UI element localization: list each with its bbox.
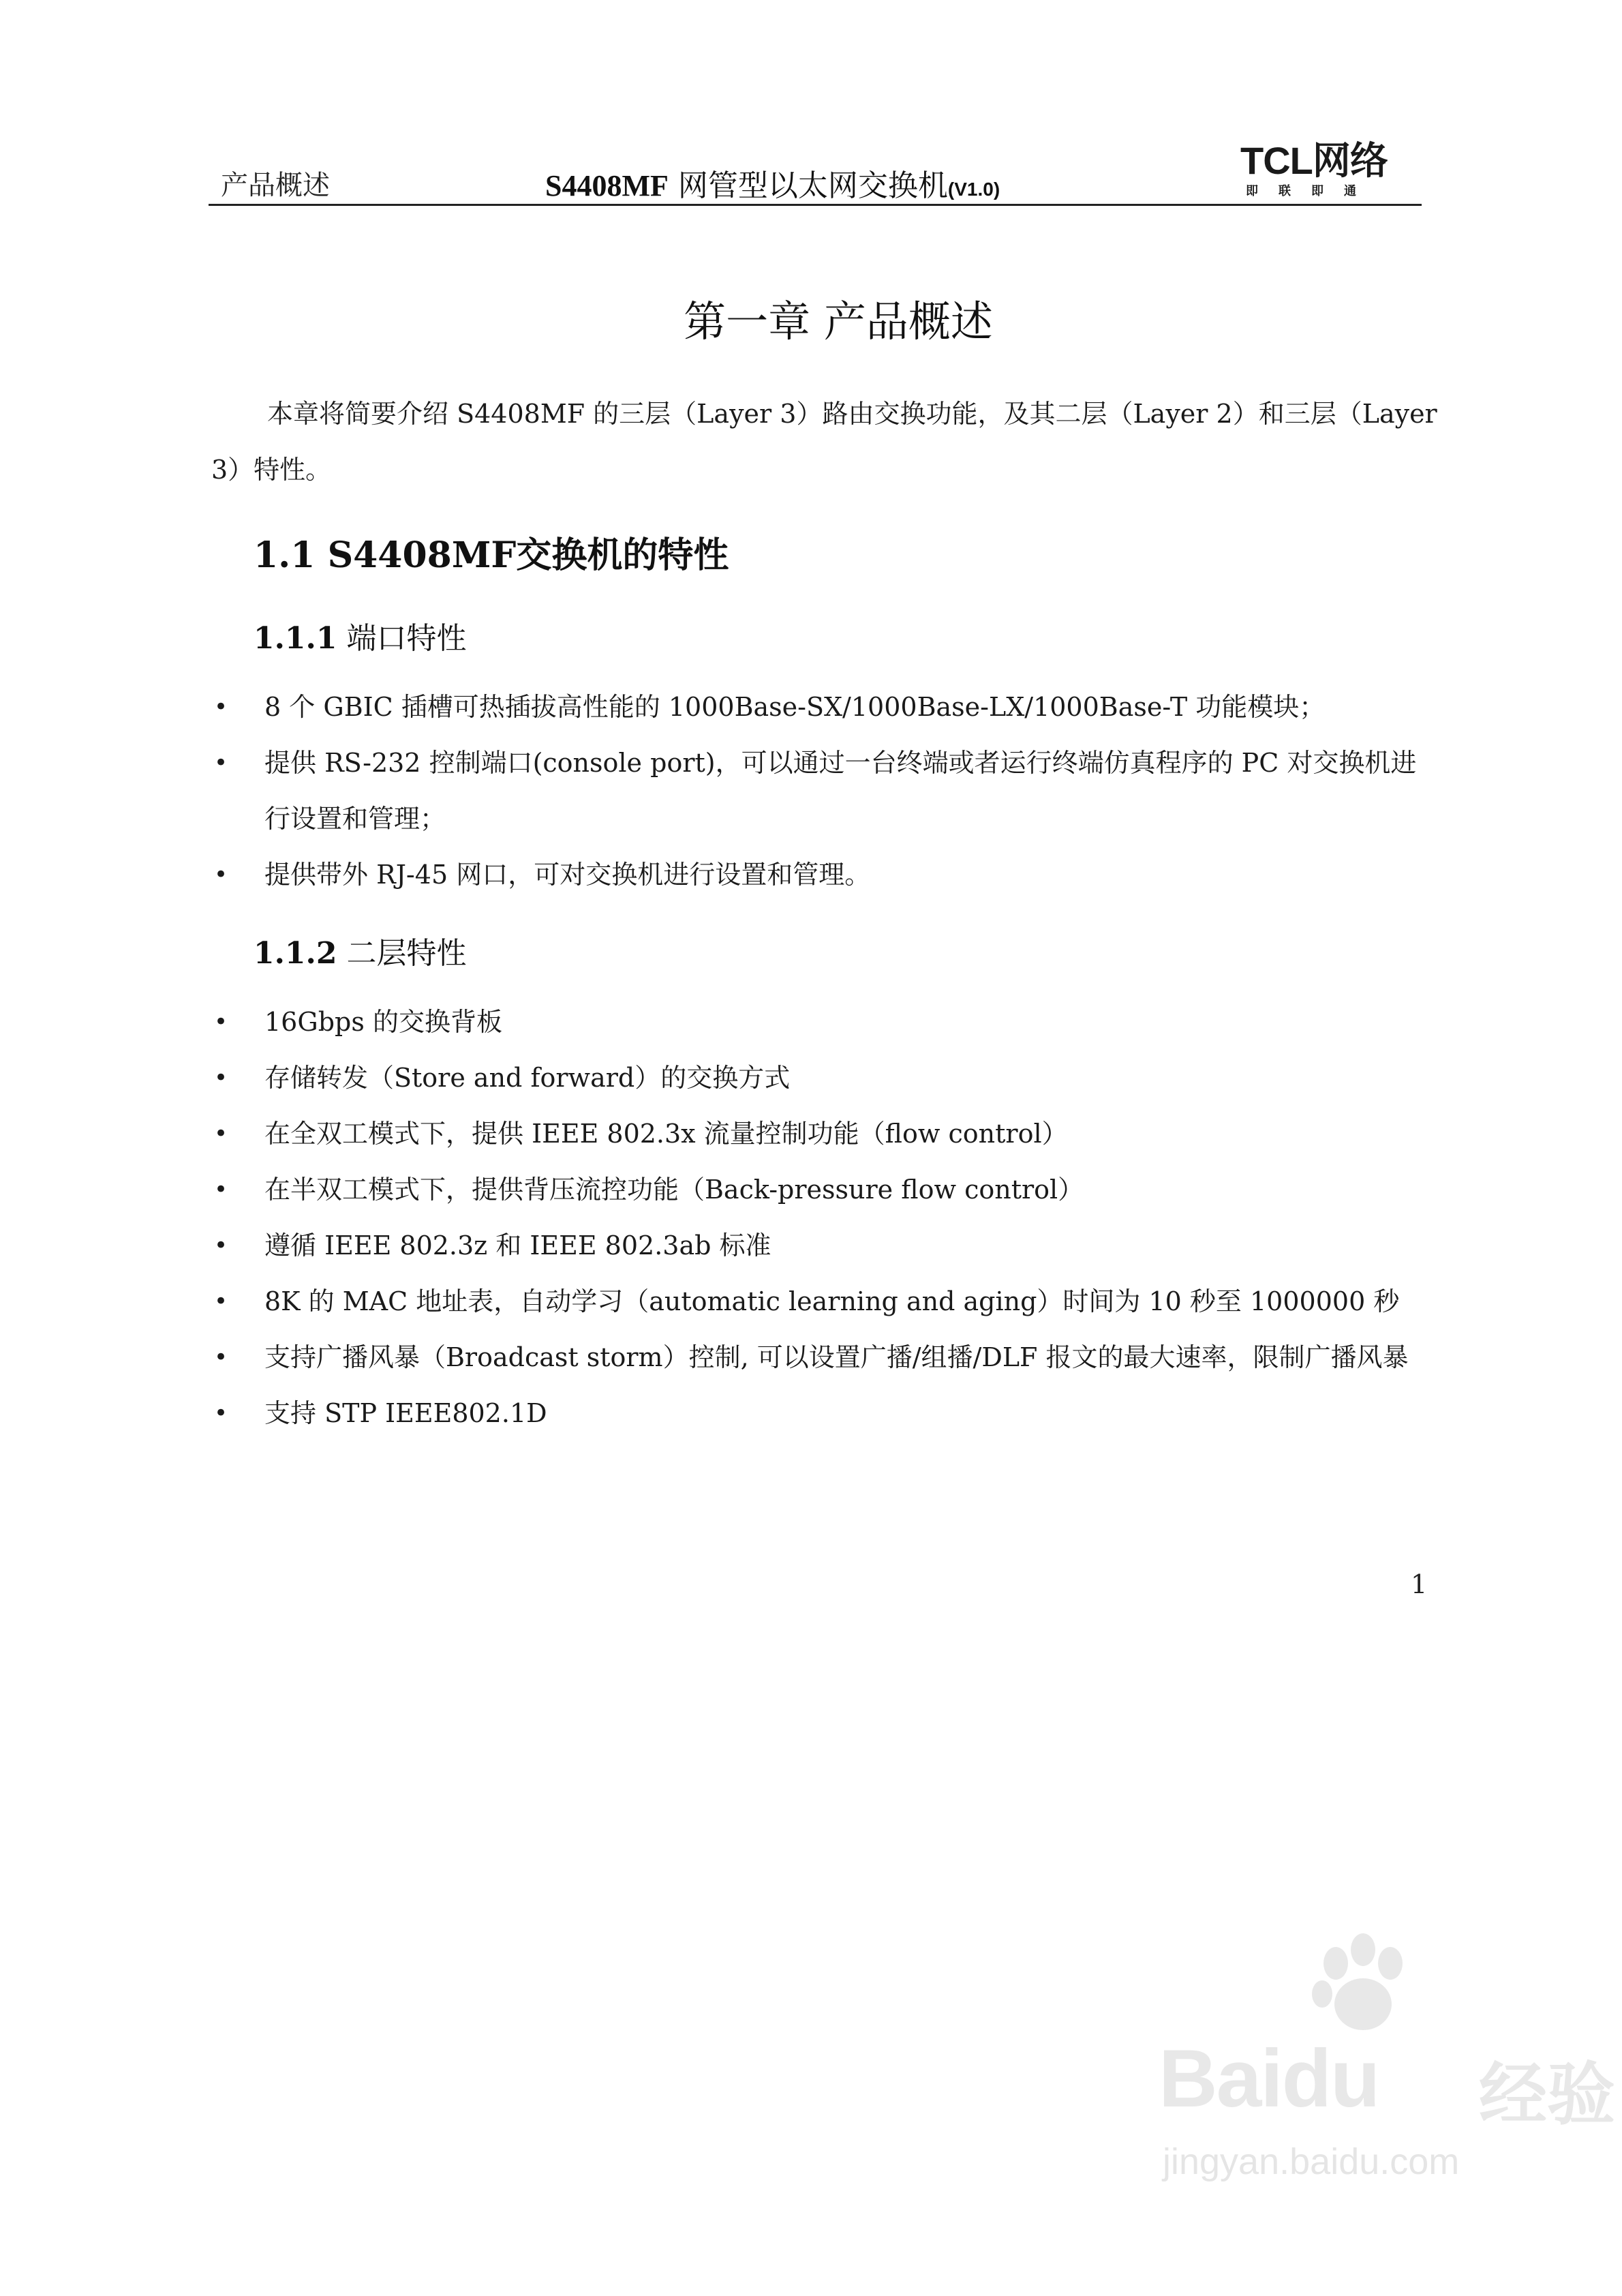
list-item-text: 遵循 IEEE 802.3z 和 IEEE 802.3ab 标准 [264,1230,771,1260]
bullet-icon: • [214,861,228,888]
watermark-url: jingyan.baidu.com [1163,2141,1460,2182]
section-1-1-1-title: 端口特性 [337,621,467,656]
list-item [211,679,1431,735]
section-1-1-1-number: 1.1.1 [254,621,337,656]
bullet-icon: • [214,1064,228,1091]
list-item-text: 支持 STP IEEE802.1D [264,1398,547,1428]
paw-icon [1302,1922,1424,2045]
section-1-1-2-number: 1.1.2 [254,936,337,971]
list-item-text: 8 个 GBIC 插槽可热插拔高性能的 1000Base-SX/1000Base-LX/1000Base-T 功能模块； [264,692,1326,722]
bullet-icon: • [214,1344,228,1371]
section-1-1-2-title: 二层特性 [337,936,467,971]
list-item-text: 在半双工模式下，提供背压流控功能（Back-pressure flow control） [264,1175,1084,1205]
section-1-1-1-heading [254,614,466,657]
list-item-text: 在全双工模式下，提供 IEEE 802.3x 流量控制功能（flow control） [264,1119,1068,1149]
list-item-text: 提供 RS-232 控制端口(console port)，可以通过一台终端或者运行终端仿真程序的 PC 对交换机进行设置和管理； [264,748,1417,834]
intro-paragraph [211,386,1437,498]
bullet-icon: • [214,749,228,776]
intro-line-2: 3）特性。 [211,455,332,485]
list-item [211,994,1431,1050]
bullet-icon: • [214,1008,228,1036]
list-item-text: 支持广播风暴（Broadcast storm）控制, 可以设置广播/组播/DLF 报文的最大速率，限制广播风暴 [264,1342,1409,1372]
list-item-text: 提供带外 RJ-45 网口，可对交换机进行设置和管理。 [264,860,871,890]
page-number: 1 [1411,1569,1428,1599]
bullet-icon: • [214,693,228,721]
watermark-brand: Baidu [1159,2033,1379,2124]
bullet-icon: • [214,1120,228,1147]
section-1-1-heading: 1.1 S4408MF交换机的特性 [254,534,729,576]
list-item-text: 8K 的 MAC 地址表，自动学习（automatic learning and aging）时间为 10 秒至 1000000 秒 [264,1286,1400,1316]
bullet-icon: • [214,1232,228,1259]
intro-line-1: 本章将简要介绍 S4408MF 的三层（Layer 3）路由交换功能，及其二层（Layer 2）和三层（Layer [267,399,1437,429]
list-item [211,847,1431,903]
list-item [211,1218,1431,1273]
watermark-brand-cn: 经验 [1479,2054,1615,2134]
header-divider [209,204,1422,206]
logo-slogan: 即联即通 [1246,184,1377,198]
layer2-features-list [211,994,1431,1441]
header-version: (V1.0) [947,179,1000,200]
list-item [211,1329,1431,1385]
logo-text: TCL网络 [1240,139,1388,182]
header-product-name: 网管型以太网交换机 [668,168,948,203]
list-item [211,1106,1431,1162]
list-item [211,1162,1431,1218]
list-item-text: 存储转发（Store and forward）的交换方式 [264,1063,791,1093]
tcl-logo [1240,139,1411,198]
list-item [211,735,1431,847]
bullet-icon: • [214,1176,228,1203]
list-item [211,1385,1431,1441]
list-item [211,1050,1431,1106]
header-model: S4408MF [545,169,669,202]
section-1-1-2-heading [254,928,466,972]
bullet-icon: • [214,1288,228,1315]
list-item-text: 16Gbps 的交换背板 [264,1007,502,1037]
chapter-title: 第一章 产品概述 [684,297,993,346]
port-features-list [211,679,1431,903]
baidu-watermark [1159,1922,1615,2209]
bullet-icon: • [214,1400,228,1427]
header-section-label: 产品概述 [221,170,330,201]
header-title [545,161,1000,205]
list-item [211,1273,1431,1329]
